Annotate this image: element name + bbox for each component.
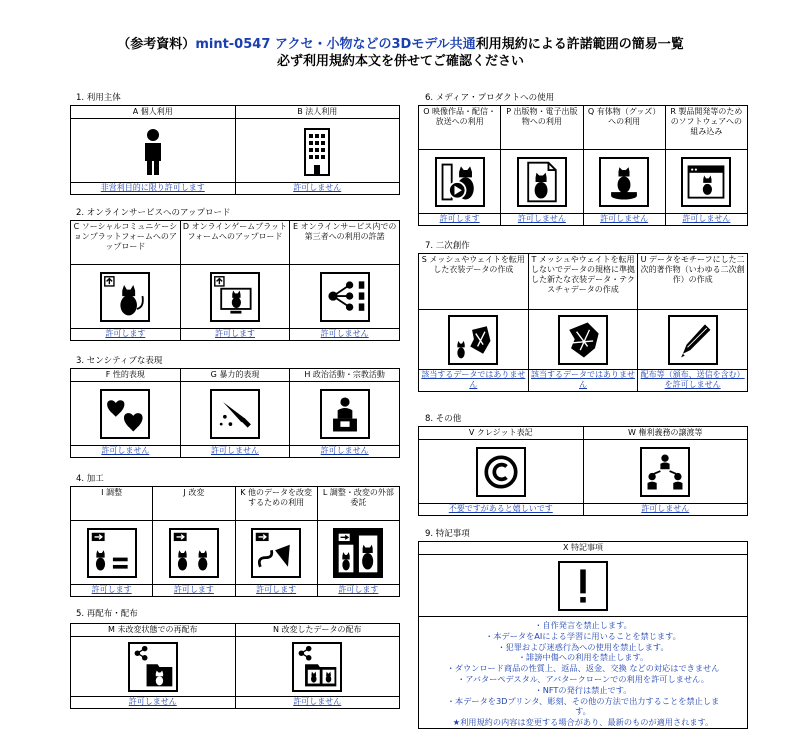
permission-status[interactable]: 許可しません (290, 329, 400, 341)
special-notes-table (418, 541, 748, 729)
outsource-icon (333, 528, 383, 578)
document-cat-icon (517, 157, 567, 207)
permission-status[interactable]: 許可します (235, 585, 317, 597)
col-header: J 改変 (153, 487, 235, 521)
note-item: ・犯罪および迷惑行為への使用を禁止します。 (497, 641, 669, 652)
col-header: Q 有体物（グッズ）への利用 (583, 106, 665, 150)
redistribute-icon (128, 642, 178, 692)
distribute-modified-icon (292, 642, 342, 692)
permission-status[interactable]: 許可しません (583, 214, 665, 226)
copyright-icon (476, 447, 526, 497)
cloth-icon (558, 315, 608, 365)
col-header: P 出版物・電子出版物への利用 (501, 106, 583, 150)
upload-monitor-cat-icon (210, 272, 260, 322)
col-header: D オンラインゲームプラットフォームへのアップロード (180, 221, 290, 265)
permission-status[interactable]: 許可しません (180, 446, 290, 458)
permission-status[interactable]: 不要ですがあると嬉しいです (419, 504, 584, 516)
section-title-derivative: 7. 二次創作 (425, 241, 470, 251)
col-header: M 未改変状態での再配布 (71, 624, 236, 637)
permission-status[interactable]: 許可しません (235, 183, 400, 195)
col-header: U データをモチーフにした二次的著作物（いわゆる二次創作）の作成 (638, 254, 748, 310)
permission-status[interactable]: 許可しません (501, 214, 583, 226)
mesh-cloth-icon (448, 315, 498, 365)
pen-icon (668, 315, 718, 365)
col-header: C ソーシャルコミュニケーションプラットフォームへのアップロード (71, 221, 181, 265)
note-item: ・本データを3Dプリンタ、彫刻、その他の方法で出力することを禁止しま (446, 695, 720, 706)
note-item: ・NFTの発行は禁止です。 (534, 684, 632, 695)
permission-status[interactable]: 該当するデータではありません (528, 370, 638, 392)
col-header: H 政治活動・宗教活動 (290, 369, 400, 382)
col-header: K 他のデータを改変するための利用 (235, 487, 317, 521)
other-table (418, 426, 748, 516)
col-header: T メッシュやウェイトを転用しないでデータの規格に準拠した新たな衣装データ・テクスチャデータの作成 (528, 254, 638, 310)
usage-subject-table (70, 105, 400, 195)
figure-cat-icon (599, 157, 649, 207)
hearts-icon (100, 389, 150, 439)
section-title-processing: 4. 加工 (76, 474, 104, 484)
col-header: X 特記事項 (419, 542, 748, 555)
sensitive-expression-table (70, 368, 400, 458)
knife-icon (210, 389, 260, 439)
permission-status[interactable]: 許可しません (71, 446, 181, 458)
col-header: B 法人利用 (235, 106, 400, 119)
share-cats-icon (320, 272, 370, 322)
col-header: O 映像作品・配信・放送への利用 (419, 106, 501, 150)
col-header: E オンラインサービス内での第三者への利用の許諾 (290, 221, 400, 265)
section-title-media: 6. メディア・プロダクトへの使用 (425, 93, 555, 103)
permission-status[interactable]: 許可しません (235, 697, 400, 709)
permission-status[interactable]: 許可します (180, 329, 290, 341)
note-item: す。 (575, 706, 591, 717)
permission-status[interactable]: 許可します (71, 329, 181, 341)
product-name: mint-0547 アクセ・小物などの3Dモデル共通 (195, 37, 476, 52)
document-subtitle: 必ず利用規約本文を併せてご確認ください (276, 54, 524, 69)
section-title-other: 8. その他 (425, 414, 462, 424)
exclamation-icon (558, 561, 608, 611)
media-product-table (418, 105, 748, 226)
note-item: ・ダウンロード商品の性質上、返品、返金、交換 などの対応はできません (446, 663, 720, 674)
video-cat-icon (435, 157, 485, 207)
document-title: （参考資料）mint-0547 アクセ・小物などの3Dモデル共通利用規約による許諾範囲の簡易一覧 (117, 37, 684, 52)
permission-status[interactable]: 許可しません (583, 504, 748, 516)
permission-status[interactable]: 許可します (419, 214, 501, 226)
permission-status[interactable]: 許可しません (71, 697, 236, 709)
col-header: N 改変したデータの配布 (235, 624, 400, 637)
note-item: ・自作発言を禁止します。 (534, 620, 632, 630)
podium-icon (320, 389, 370, 439)
software-cat-icon (681, 157, 731, 207)
permission-status[interactable]: 許可します (153, 585, 235, 597)
transfer-icon (640, 447, 690, 497)
note-item: ・本データをAIによる学習に用いることを禁じます。 (485, 630, 681, 641)
online-upload-table (70, 220, 400, 341)
section-title-special-notes: 9. 特記事項 (425, 529, 470, 539)
section-title-sensitive: 3. センシティブな表現 (76, 356, 163, 366)
permission-status[interactable]: 許可します (71, 585, 153, 597)
note-item: ・誹謗中傷への利用を禁止します。 (517, 652, 649, 663)
derivative-work-table (418, 253, 748, 392)
col-header: F 性的表現 (71, 369, 181, 382)
building-icon (297, 125, 337, 177)
col-header: R 製品開発等のためのソフトウェアへの組み込み (665, 106, 747, 150)
col-header: L 調整・改変の外部委託 (317, 487, 399, 521)
redistribution-table (70, 623, 400, 709)
permission-status[interactable]: 許可しません (290, 446, 400, 458)
section-title-redistribution: 5. 再配布・配布 (76, 609, 138, 619)
permission-status[interactable]: 非営利目的に限り許可します (71, 183, 236, 195)
processing-table (70, 486, 400, 597)
col-header: G 暴力的表現 (180, 369, 290, 382)
upload-cat-icon (100, 272, 150, 322)
col-header: W 権利義務の譲渡等 (583, 427, 748, 440)
permission-status[interactable]: 該当するデータではありません (419, 370, 529, 392)
note-item: ・アバターペデスタル、アバタークローンでの利用を許可しません。 (457, 673, 709, 684)
modify-other-icon (251, 528, 301, 578)
col-header: V クレジット表記 (419, 427, 584, 440)
person-icon (133, 125, 173, 177)
note-item: ★利用規約の内容は変更する場合があり、最新のものが適用されます。 (452, 717, 714, 728)
col-header: A 個人利用 (71, 106, 236, 119)
modify-icon (169, 528, 219, 578)
col-header: I 調整 (71, 487, 153, 521)
adjust-icon (87, 528, 137, 578)
section-title-usage-subject: 1. 利用主体 (76, 93, 121, 103)
permission-status[interactable]: 許可します (317, 585, 399, 597)
permission-status[interactable]: 許可しません (665, 214, 747, 226)
special-notes-list (419, 617, 748, 729)
section-title-online-upload: 2. オンラインサービスへのアップロード (76, 208, 231, 218)
col-header: S メッシュやウェイトを転用した衣装データの作成 (419, 254, 529, 310)
permission-status[interactable]: 配布等（頒布、送信を含む）を許可しません (638, 370, 748, 392)
